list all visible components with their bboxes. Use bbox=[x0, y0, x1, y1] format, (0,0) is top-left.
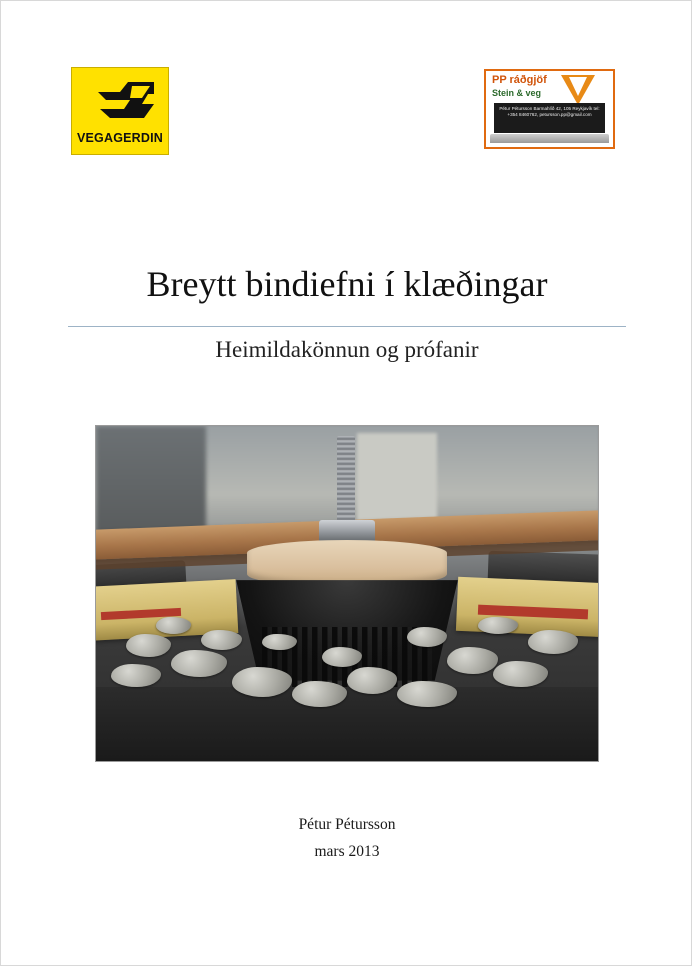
vegagerdin-mark-icon bbox=[84, 76, 158, 124]
vegagerdin-wordmark: VEGAGERDIN bbox=[76, 131, 164, 145]
document-author: Pétur Pétursson bbox=[298, 816, 396, 833]
photo-mdf-disc bbox=[247, 540, 448, 587]
photo-aggregate-stone bbox=[156, 617, 191, 634]
pp-radgjof-logo bbox=[484, 69, 615, 149]
pp-chevron-inner-icon bbox=[569, 77, 587, 96]
pp-contact-block: Pétur Pétursson Barmahlíð 42, 105 Reykjavík tel: +354 8460762, petursson.pp@gmail.com bbox=[494, 103, 605, 133]
photo-floor bbox=[96, 687, 598, 761]
photo-aggregate-stone bbox=[447, 647, 497, 674]
pp-road-graphic bbox=[490, 134, 609, 143]
cover-photograph bbox=[95, 425, 599, 762]
photo-aggregate-stone bbox=[478, 617, 518, 634]
document-subtitle: Heimildakönnun og prófanir bbox=[215, 337, 479, 362]
document-date: mars 2013 bbox=[314, 843, 380, 860]
title-divider bbox=[68, 326, 626, 327]
document-title: Breytt bindiefni í klæðingar bbox=[146, 264, 548, 304]
photo-wall-shadow bbox=[96, 426, 206, 540]
pp-radgjof-subtitle: Stein & veg bbox=[492, 88, 542, 98]
vegagerdin-logo bbox=[71, 67, 169, 155]
pp-radgjof-title: PP ráðgjöf bbox=[492, 74, 547, 86]
photo-aggregate-stone bbox=[528, 630, 578, 653]
logo-row bbox=[1, 67, 692, 157]
